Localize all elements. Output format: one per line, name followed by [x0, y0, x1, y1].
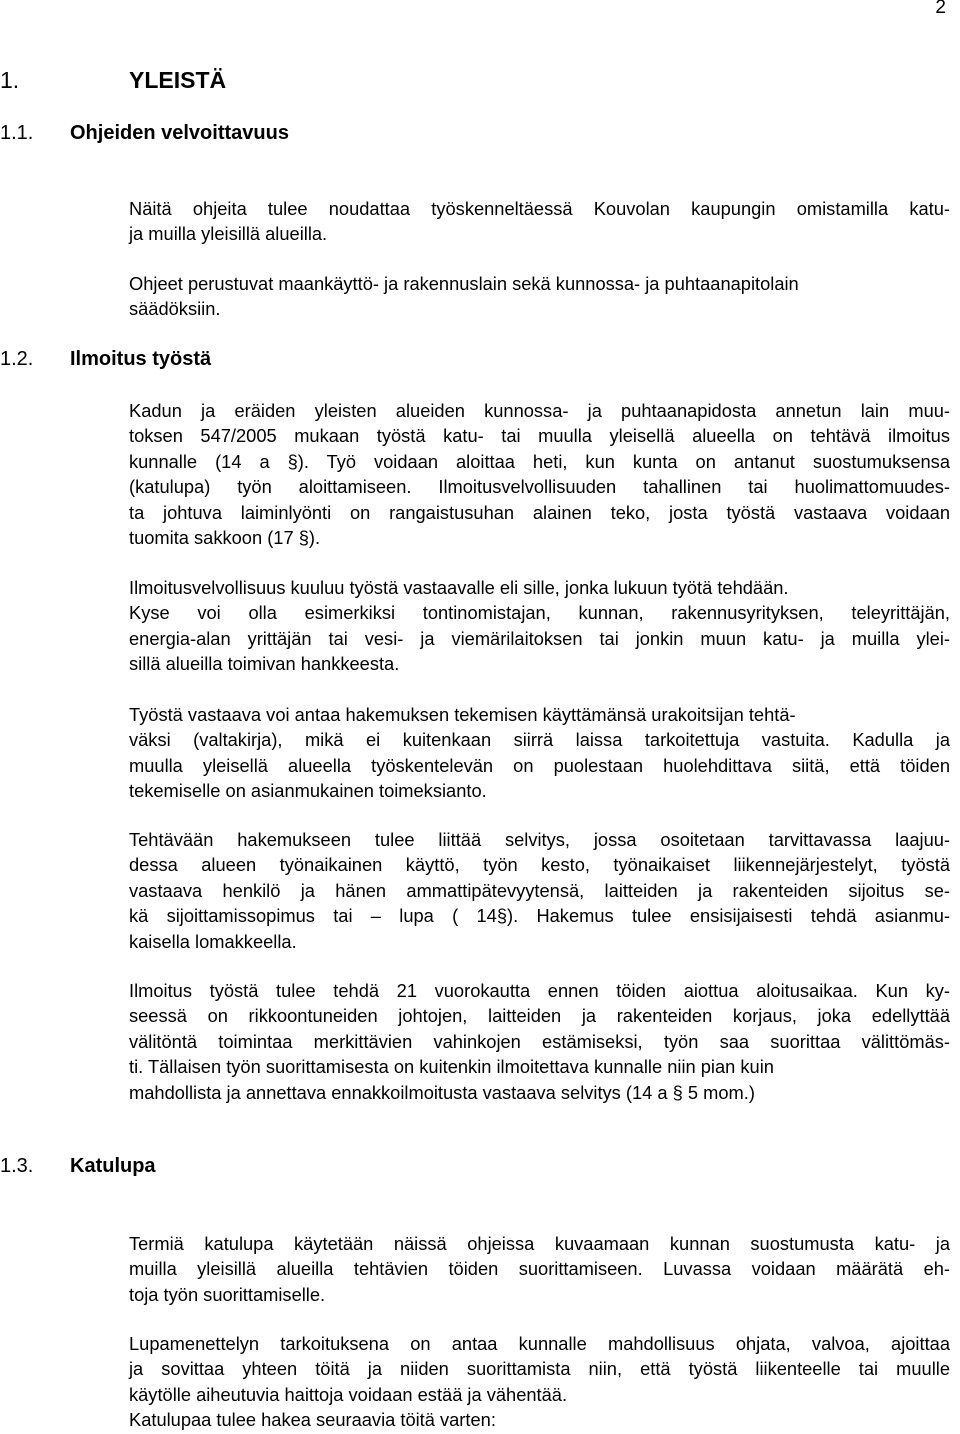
paragraph [129, 1231, 950, 1307]
text-line: Ilmoitusvelvollisuus kuuluu työstä vastaavalle eli sille, jonka lukuun työtä tehdään. [129, 577, 789, 598]
paragraph [129, 196, 950, 247]
text-line: kunnalle (14 a §). Työ voidaan aloittaa heti, kun kunta on antanut suostumuksensa [129, 450, 950, 472]
text-line: muulla yleisellä alueella työskentelevän on puolestaan huolehdittava siitä, että töiden [129, 754, 950, 776]
text-line: ja muilla yleisillä alueilla. [129, 223, 328, 245]
paragraph [129, 271, 950, 322]
text-line: Tehtävään hakemukseen tulee liittää selvitys, jossa osoitetaan tarvittavassa laajuu- [129, 829, 950, 850]
text-line: Termiä katulupa käytetään näissä ohjeissa kuvaamaan kunnan suostumusta katu- ja [129, 1233, 950, 1254]
text-line: käytölle aiheutuvia haittoja voidaan estää ja vähentää. [129, 1383, 568, 1405]
text-line: kaisella lomakkeella. [129, 930, 297, 952]
paragraph [129, 702, 950, 804]
text-line: toja työn suorittamiselle. [129, 1283, 326, 1305]
text-line: seessä on rikkoontuneiden johtojen, laitteiden ja rakenteiden korjaus, joka edellyttää [129, 1005, 950, 1027]
section-number: 1.3. [0, 1155, 34, 1177]
text-line: vastaava henkilö ja hänen ammattipätevyytensä, laitteiden ja rakenteiden sijoitus se- [129, 879, 950, 901]
text-line: dessa alueen työnaikainen käyttö, työn kesto, työnaikaiset liikennejärjestelyt, työstä [129, 854, 950, 876]
text-line: toksen 547/2005 mukaan työstä katu- tai muulla yleisellä alueella on tehtävä ilmoitus [129, 425, 950, 447]
text-line: energia-alan yrittäjän tai vesi- ja viemärilaitoksen tai jonkin muun katu- ja muilla ylei- [129, 627, 950, 649]
text-line: välitöntä toimintaa merkittävien vahinkojen estämiseksi, työn saa suorittaa välittömäs- [129, 1030, 950, 1052]
paragraph [129, 398, 950, 550]
paragraph [129, 575, 950, 677]
text-line: (katulupa) työn aloittamiseen. Ilmoitusvelvollisuuden tahallinen tai huolimattomuudes- [129, 476, 950, 498]
text-line: ti. Tällaisen työn suorittamisesta on kuitenkin ilmoitettava kunnalle niin pian kuin [129, 1056, 774, 1078]
text-line: kä sijoittamissopimus tai – lupa ( 14§). Hakemus tulee ensisijaisesti tehdä asianmu- [129, 905, 950, 927]
section-title: Ilmoitus työstä [70, 348, 212, 370]
page-number: 2 [935, 0, 946, 18]
text-line: mahdollista ja annettava ennakkoilmoitusta vastaava selvitys (14 a § 5 mom.) [129, 1081, 755, 1103]
text-line: Ilmoitus työstä tulee tehdä 21 vuorokautta ennen töiden aiottua aloitusaikaa. Kun ky- [129, 980, 950, 1001]
text-line: Ohjeet perustuvat maankäyttö- ja rakennuslain sekä kunnossa- ja puhtaanapitolain [129, 273, 799, 294]
heading-number: 1. [0, 67, 20, 93]
section-title: Ohjeiden velvoittavuus [70, 122, 289, 144]
section-title: Katulupa [70, 1155, 156, 1177]
text-line: Kadun ja eräiden yleisten alueiden kunnossa- ja puhtaanapidosta annetun lain muu- [129, 400, 950, 421]
paragraph [129, 827, 950, 954]
text-line: Kyse voi olla esimerkiksi tontinomistajan, kunnan, rakennusyrityksen, teleyrittäjän, [129, 602, 950, 624]
text-line: väksi (valtakirja), mikä ei kuitenkaan siirrä laissa tarkoitettuja vastuita. Kadulla ja [129, 729, 950, 751]
text-line: tuomita sakkoon (17 §). [129, 527, 321, 549]
heading-title: YLEISTÄ [129, 67, 227, 93]
text-line: Lupamenettelyn tarkoituksena on antaa kunnalle mahdollisuus ohjata, valvoa, ajoittaa [129, 1333, 950, 1354]
section-number: 1.1. [0, 122, 34, 144]
text-line: ja sovittaa yhteen töitä ja niiden suorittamista niin, että työstä liikenteelle tai muulle [129, 1358, 950, 1380]
section-number: 1.2. [0, 348, 34, 370]
text-line: säädöksiin. [129, 298, 221, 320]
text-line: Työstä vastaava voi antaa hakemuksen tekemisen käyttämänsä urakoitsijan tehtä- [129, 704, 796, 725]
text-line: muilla yleisillä alueilla tehtävien töiden suorittamiseen. Luvassa voidaan määrätä eh- [129, 1258, 950, 1280]
text-line: Katulupaa tulee hakea seuraavia töitä varten: [129, 1409, 496, 1431]
paragraph [129, 978, 950, 1105]
paragraph [129, 1331, 950, 1433]
text-line: sillä alueilla toimivan hankkeesta. [129, 653, 400, 675]
text-line: tekemiselle on asianmukainen toimeksianto. [129, 780, 487, 802]
text-line: ta johtuva laiminlyönti on rangaistusuhan alainen teko, josta työstä vastaava voidaan [129, 501, 950, 523]
text-line: Näitä ohjeita tulee noudattaa työskenneltäessä Kouvolan kaupungin omistamilla katu- [129, 198, 950, 219]
